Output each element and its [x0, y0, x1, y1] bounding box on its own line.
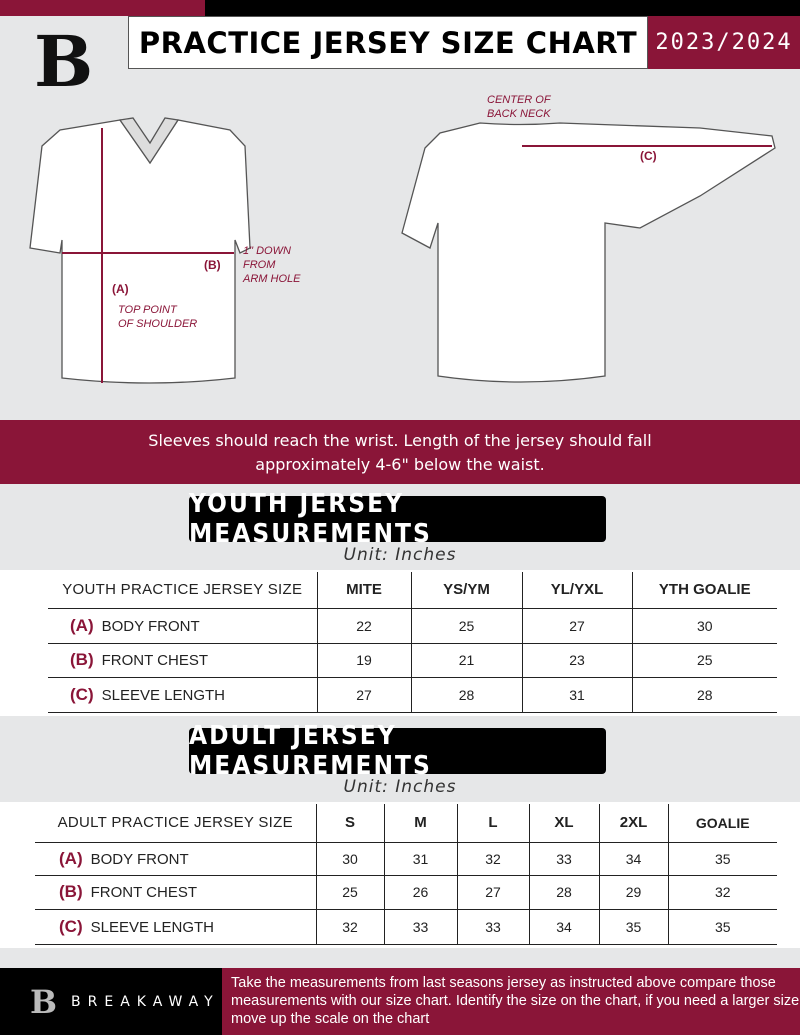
- cell: 32: [316, 909, 384, 944]
- top-black-bar: [205, 0, 800, 16]
- youth-size-table: [48, 572, 777, 713]
- cell: 22: [317, 608, 411, 643]
- size-header: XL: [529, 804, 599, 842]
- table-row: [48, 677, 777, 712]
- row-code: (B): [70, 650, 94, 669]
- top-accent-bar: [0, 0, 205, 16]
- row-code: (A): [70, 615, 94, 635]
- cell: 30: [632, 608, 777, 643]
- cell: 25: [411, 608, 522, 643]
- header-label: ADULT PRACTICE JERSEY SIZE: [35, 804, 316, 842]
- cell: 27: [317, 677, 411, 712]
- adult-section-title: ADULT JERSEY MEASUREMENTS: [189, 728, 606, 774]
- label-b: (B): [204, 258, 221, 272]
- row-code: (C): [70, 684, 94, 704]
- cell: 33: [457, 909, 529, 944]
- cell: 29: [599, 875, 668, 909]
- cell: 28: [529, 875, 599, 909]
- row-label: [48, 643, 317, 677]
- size-header: YS/YM: [411, 572, 522, 608]
- size-header: MITE: [317, 572, 411, 608]
- band-line-1: Sleeves should reach the wrist. Length of the jersey should fall: [148, 431, 652, 450]
- row-name: SLEEVE LENGTH: [101, 686, 225, 704]
- cell: 31: [384, 842, 457, 875]
- size-header: YL/YXL: [522, 572, 632, 608]
- row-label: [35, 842, 316, 875]
- table-row: [35, 875, 777, 909]
- table-row: [35, 909, 777, 944]
- cell: 35: [668, 842, 777, 875]
- adult-unit: Unit: Inches: [343, 777, 457, 797]
- footer-instructions: Take the measurements from last seasons jersey as instructed above compare those measurements with our size chart. Identify the size on the chart, if you need a larger size move up the scale on the chart: [222, 968, 800, 1035]
- footer-logo: B: [30, 982, 58, 1021]
- label-a: (A): [112, 282, 129, 296]
- note-c: CENTER OF BACK NECK: [487, 94, 551, 120]
- brand-name: BREAKAWAY: [71, 993, 220, 1010]
- table-row: [35, 842, 777, 875]
- cell: 33: [384, 909, 457, 944]
- cell: 27: [457, 875, 529, 909]
- row-name: SLEEVE LENGTH: [90, 918, 214, 936]
- season-label: 2023/2024: [648, 16, 800, 69]
- adult-size-table: [35, 804, 777, 945]
- front-jersey-drawing: [30, 118, 250, 383]
- breakaway-logo: B: [34, 20, 94, 103]
- row-code: (C): [59, 916, 83, 936]
- note-a: TOP POINT OF SHOULDER: [118, 304, 198, 330]
- row-name: FRONT CHEST: [90, 884, 198, 901]
- cell: 25: [316, 875, 384, 909]
- cell: 35: [599, 909, 668, 944]
- cell: 32: [457, 842, 529, 875]
- youth-section-title: YOUTH JERSEY MEASUREMENTS: [189, 496, 606, 542]
- jersey-diagram: [0, 88, 800, 398]
- cell: 31: [522, 677, 632, 712]
- row-label: [35, 875, 316, 909]
- size-header: GOALIE: [668, 804, 777, 842]
- row-label: [35, 909, 316, 944]
- row-name: BODY FRONT: [90, 850, 189, 868]
- table-row: [48, 608, 777, 643]
- cell: 23: [522, 643, 632, 677]
- cell: 32: [668, 875, 777, 909]
- cell: 25: [632, 643, 777, 677]
- cell: 30: [316, 842, 384, 875]
- cell: 35: [668, 909, 777, 944]
- cell: 34: [599, 842, 668, 875]
- row-name: FRONT CHEST: [101, 652, 209, 669]
- band-line-2: approximately 4-6" below the waist.: [255, 455, 545, 474]
- table-header-row: [35, 804, 777, 842]
- cell: 28: [632, 677, 777, 712]
- cell: 26: [384, 875, 457, 909]
- cell: 19: [317, 643, 411, 677]
- page-title: PRACTICE JERSEY SIZE CHART: [128, 16, 648, 69]
- instruction-band: [0, 420, 800, 484]
- cell: 28: [411, 677, 522, 712]
- table-header-row: [48, 572, 777, 608]
- note-b: 1" DOWN FROM ARM HOLE: [243, 245, 301, 285]
- size-header: S: [316, 804, 384, 842]
- size-header: M: [384, 804, 457, 842]
- size-header: 2XL: [599, 804, 668, 842]
- row-code: (A): [59, 848, 83, 868]
- cell: 33: [529, 842, 599, 875]
- cell: 21: [411, 643, 522, 677]
- table-row: [48, 643, 777, 677]
- row-name: BODY FRONT: [101, 617, 200, 635]
- back-jersey-drawing: [402, 123, 775, 382]
- row-label: [48, 677, 317, 712]
- label-c: (C): [640, 149, 657, 163]
- footer-brand: [0, 968, 222, 1035]
- size-header: L: [457, 804, 529, 842]
- header-label: YOUTH PRACTICE JERSEY SIZE: [48, 572, 317, 608]
- cell: 34: [529, 909, 599, 944]
- row-code: (B): [59, 882, 83, 901]
- row-label: [48, 608, 317, 643]
- cell: 27: [522, 608, 632, 643]
- youth-unit: Unit: Inches: [343, 545, 457, 565]
- size-header: YTH GOALIE: [632, 572, 777, 608]
